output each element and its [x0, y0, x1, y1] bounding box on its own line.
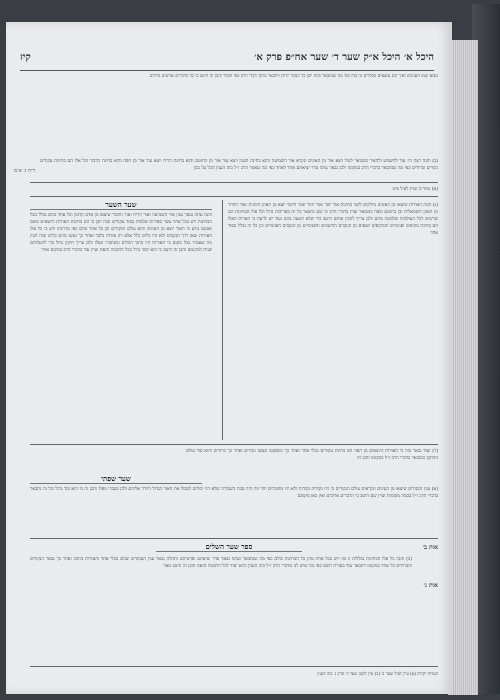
section-marker: אות ב׳ [422, 544, 438, 551]
margin-annotation: ד״ה ג׳ א״מ [14, 168, 36, 174]
divider [30, 666, 438, 667]
intro-paragraph-2: (ב) והנה רצה הי׳ עוד להשפיע ולהאיר כמבואר לעיל ויצא אור מן האזנים ונקרא אור השמיעה והוא בחינת הענין ויצא עוד אור מן החוטם והוא בחינת הריח ויצא עוד אור מן הפה והוא בחינת הדבור וכל אלו הם בחינות עקודים נקודים וברודים כפי מה שנתבאר בדברי הרב במקומו ולכן נבאר עתה סדר יציאתם אחד לאחד כפי מה שאמר הרב ז״ל בזה הענין הכל על נכון [40, 159, 438, 171]
divider [30, 444, 438, 445]
page-header [20, 52, 434, 71]
lower-section-text: (א) ענין הנקודים שיצאו מן העינים ונקראים עולם הנקודים כי היו נקודות נקודות ולא היו מחוברים יחד וזה היה סבת השבירה שלא היו יכולים לסבול את האור הגדול היורד אליהם ולכן נשברו ונפלו והבן זה כי הוא סוד גדול וכל זה נתבאר בדברי הרב ז״ל בכמה מקומות ועיין שם היטב כי הדברים ארוכים ואין כאן מקומם [30, 487, 438, 499]
page-number: קיז [20, 52, 31, 63]
book-page [6, 22, 452, 694]
running-title: היכל א׳ היכל א״ק שער ד׳ שער אח״פ פרק א׳ [254, 52, 434, 63]
column-heading: שער השער [30, 200, 212, 210]
divider [30, 196, 438, 197]
column-divider [222, 200, 223, 440]
section-marker: אות ג׳ [423, 582, 438, 589]
column-right-text: (ג) והנה האורות שיצאו מן האזנים נחלקים לשני בחינות אור ישר ואור חוזר ואור הישר יוצא מן האוזן הימנית ואור החוזר מן האוזן השמאלית וכן בחוטם ובפה כמבואר ועיין בדברי הרב כי שם נתבאר כל זה באריכות גדול וכל אלו הבחינות הם שרשים לכל העולמות שלמטה מהם ולכן צריך להבין אותם היטב כדי שלא תטעה בהם ועוד יש לדעת כי הארות האלו הם בחינת מקיפים ופנימיים והמקיפים יוצאים מן הנקבים החיצונים והפנימיים מן הנקבים הפנימיים וכן כל זה נכלל בסוד אחד [228, 203, 438, 236]
divider [30, 182, 438, 183]
divider [30, 538, 438, 539]
section-heading: שער שפתי [30, 474, 202, 484]
bottom-section-text: (ב) והנה כל אלו הבחינות נכללות זו בזו ויש בכל אחת מהן כל הבחינות כולם כפי מה שנתבאר ועתה נבאר סדר יציאתם ופרטיהם ותחלה נבאר ענין העקודים שהם בכלי אחד והאורות בתוכו ואחר כך נבאר הנקודים והברודים כל אחד במקומו ויתבאר עוד בעזרת השם כפי מה שיש לנו מדברי הרב ז״ל בזה הענין והוא יסוד לכל החכמה הזאת והבן זה היטב מאד [30, 557, 412, 569]
middle-paragraph: (ד) ועוד נבאר בזה כי האורות היוצאים מן הפה הם בחינת עקודים בכלי אחד ואחר כך נתפשטו ונעשו נקודים ואחר כך ברודים והוא סוד עולם התיקון כמבואר בדברי הרב ז״ל במקומו והבן זה [186, 449, 438, 461]
footer-notes: הערות יקרות (א) עיין לעיל שער ב׳ (ב) עיין לקמן שער ה׳ פרק ג׳ בזה הענין [317, 671, 438, 676]
column-left-text: והנה עתה נבאר ענין אור השמיעה ואור הריח ואור הדבור שיצאו מן אדם קדמון וכל אחד מהם נכלל מכל הבחינות ויש בכל אחד עשר ספירות שלמות בסוד עקודים ובזה יובן כי הם בחינות האורות היוצאים משם ואמנם נודע כי האור יוצא מן העינים והוא עולם הנקודים וכן כל אחד מהם כפי מדרגתו ודע כי כל אלו האורות יצאו דרך הנקבים ולא היו כלים כלל אלא רק אורות בלבד ואחר כך נעשו מהם כלים ובזה תבין מה שאמרו בכל מקום כי האורות היו בתוך הכלים ונשתברו ונפלו ולכן צריך תיקון גדול כדי להעלותם שנית למקומם והבן זה היטב כי הוא יסוד גדול בכל החכמה הזאת ועיין עוד בדברי הרב במקום אחר [30, 213, 212, 253]
section-heading: ספר שער השלים [156, 542, 302, 552]
source-note: (א) מהד״ב ועיין לעיל פ״ב [392, 187, 438, 192]
page-edges [448, 40, 478, 695]
intro-paragraph: מבוא שמו הענינים ואיך הם נמצאים ונכללים זה בזה כפי מה שנתבאר ובזה יובן כל הנזכר להלן ויתבאר מתוך דברי הרב כפי הסדר והבן זה היטב כי כל הדברים שרשים גדולים [149, 74, 438, 79]
